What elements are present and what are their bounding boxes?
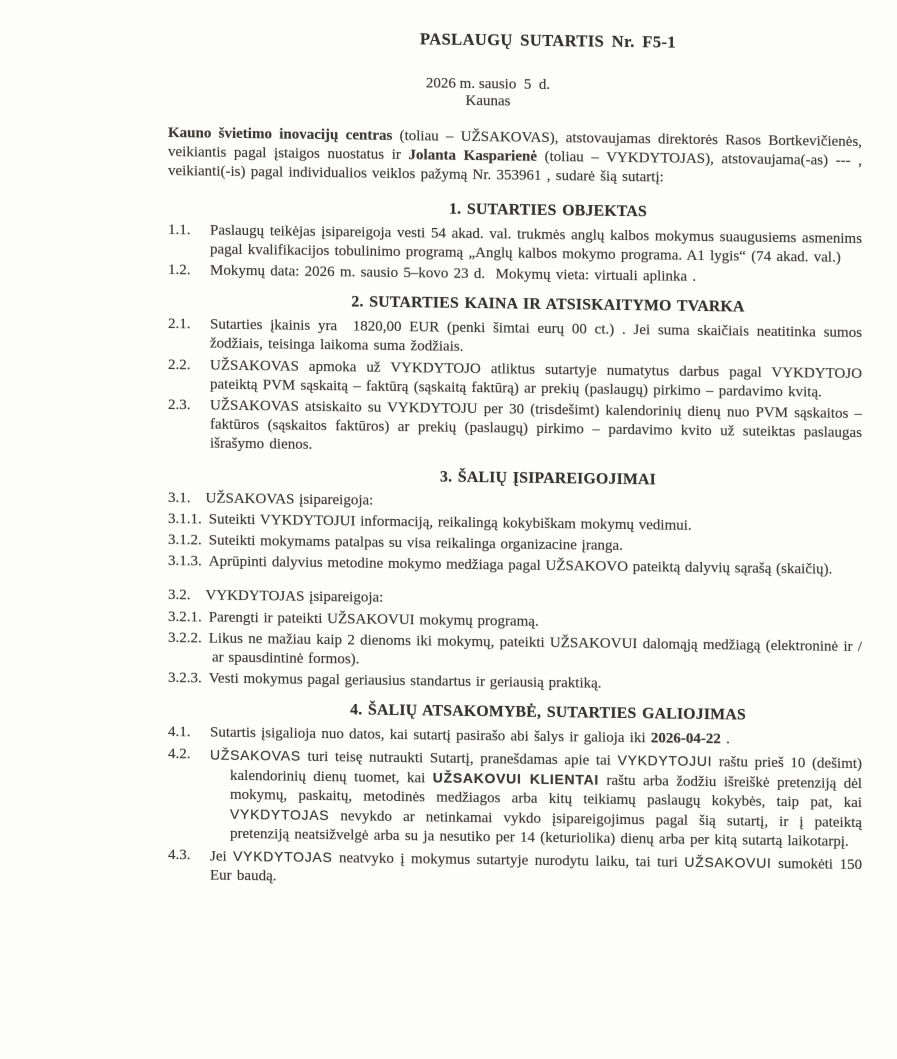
- section-4-heading: 4. ŠALIŲ ATSAKOMYBĖ, SUTARTIES GALIOJIMAS: [350, 701, 746, 725]
- place-line: Kaunas: [465, 92, 511, 110]
- clause-text: UŽSAKOVAS atsiskaito su VYKDYTOJU per 30 (trisdešimt) kalendorinių dienų nuo PVM sąskaitos – faktūros (sąskaitos faktūros) ar prekių (paslaugų) pirkimo – pardavimo kvito už suteiktas paslaugas išrašymo dienos.: [210, 397, 862, 454]
- clause-number: 3.2.1.: [168, 608, 202, 626]
- clause-number: 3.1.1.: [168, 510, 202, 528]
- clause-number: 3.2.3.: [168, 670, 202, 687]
- date-line: 2026 m. sausio 5 d.: [425, 75, 551, 94]
- clause-4-3: [168, 846, 862, 894]
- section-3-heading: 3. ŠALIŲ ĮSIPAREIGOJIMAI: [440, 468, 656, 489]
- clause-number: 4.2.: [168, 745, 191, 762]
- clause-number: 3.1.: [168, 489, 191, 506]
- clause-text: UŽSAKOVAS apmoka už VYKDYTOJO atliktus sutartyje numatytus darbus pagal VYKDYTOJO pateiktą PVM sąskaitą – faktūrą (sąskaitą faktūrą) ar prekių (paslaugų) pirkimo – pardavimo kvitą.: [210, 357, 862, 401]
- clause-text: VYKDYTOJAS įsipareigoja:: [205, 587, 384, 607]
- clause-number: 4.1.: [168, 724, 191, 741]
- document-title: PASLAUGŲ SUTARTIS Nr. F5-1: [420, 29, 676, 52]
- section-1-heading: 1. SUTARTIES OBJEKTAS: [449, 200, 647, 220]
- intro-paragraph: Kauno švietimo inovacijų centras (toliau – UŽSAKOVAS), atstovaujamas direktorės Rasos Bortkevičienės, veikiantis pagal įstaigos nuostatus ir Jolanta Kasparienė (toliau – VYKDYTOJAS), atstovaujama(-as) --- , veikianti(-is) pagal individualios veiklos pažymą Nr. 353961 , sudarė šią sutartį:: [168, 125, 862, 186]
- clause-text: Jei VYKDYTOJAS neatvyko į mokymus sutartyje nurodytu laiku, tai turi UŽSAKOVUI sumokėti 150 Eur baudą.: [210, 847, 863, 885]
- clause-2-3: [168, 396, 862, 463]
- clause-number: 1.1.: [168, 221, 191, 238]
- clause-number: 1.2.: [168, 262, 191, 279]
- clause-number: 2.1.: [168, 316, 191, 333]
- section-2-heading: 2. SUTARTIES KAINA IR ATSISKAITYMO TVARKA: [351, 293, 745, 316]
- clause-text: Likus ne mažiau kaip 2 dienoms iki mokymų, pateikti UŽSAKOVUI dalomąją medžiagą (elektroninė ir / ar spausdintinė formos).: [208, 630, 862, 668]
- clause-number: 2.2.: [168, 356, 191, 373]
- clause-text: UŽSAKOVAS įsipareigoja:: [205, 490, 374, 509]
- clause-number: 2.3.: [168, 397, 191, 414]
- clause-text: Mokymų data: 2026 m. sausio 5–kovo 23 d. Mokymų vieta: virtuali aplinka .: [210, 262, 697, 285]
- clause-number: 3.1.2.: [168, 532, 202, 549]
- clause-number: 3.1.3.: [168, 553, 202, 570]
- clause-number: 4.3.: [168, 846, 191, 863]
- clause-text: Sutarties įkainis yra 1820,00 EUR (penki šimtai eurų 00 ct.) . Jei suma skaičiais neatitinka sumos žodžiais, teisinga laikoma suma žodžiais.: [210, 316, 862, 356]
- clause-number: 3.2.: [168, 587, 191, 604]
- clause-text: Suteikti VYKDYTOJUI informaciją, reikalingą kokybiškam mokymų vedimui.: [208, 511, 692, 534]
- clause-text: Parengti ir pateikti UŽSAKOVUI mokymų programą.: [208, 609, 539, 630]
- clause-text: Vesti mokymus pagal geriausius standartus ir geriausią praktiką.: [208, 670, 602, 692]
- clause-text: Aprūpinti dalyvius metodine mokymo medžiaga pagal UŽSAKOVO pateiktą dalyvių sąrašą (skaičių).: [208, 553, 833, 578]
- clause-text: Sutartis įsigalioja nuo datos, kai sutartį pasirašo abi šalys ir galioja iki 2026-04-22 .: [210, 725, 730, 748]
- clause-1-1: [168, 221, 862, 268]
- clause-text: UŽSAKOVAS turi teisę nutraukti Sutartį, pranešdamas apie tai VYKDYTOJUI raštu prieš 10 (dešimt) kalendorinių dienų tuomet, kai UŽSAKOVUI KLIENTAI raštu arba žodžiu išreiškė pretenziją dėl mokymų, paskaitų, metodinės medžiagos arba kitų teikiamų paslaugų kokybės, taip pat, kai VYKDYTOJAS nevykdo ar netinkamai vykdo įsipareigojimus pagal šią sutartį, ir į pateiktą pretenziją neatsižvelgė arba su ja nesutiko per 14 (keturiolika) dienų arba per kitą sutartą laikotarpį.: [210, 746, 863, 851]
- clause-text: Paslaugų teikėjas įsipareigoja vesti 54 akad. val. trukmės anglų kalbos mokymus suaugusiems asmenims pagal kvalifikacijos tobulinimo programą „Anglų kalbos mokymo programa. A1 lygis“ (74 akad. val.): [210, 222, 862, 266]
- clause-2-2: [168, 356, 862, 403]
- clause-3-2-2: [168, 629, 862, 676]
- clause-text: Suteikti mokymams patalpas su visa reikalinga organizacine įranga.: [208, 532, 623, 555]
- clause-2-1: [168, 315, 862, 362]
- clause-number: 3.2.2.: [168, 629, 202, 647]
- contract-document: [168, 26, 862, 896]
- clause-4-2: [168, 745, 862, 853]
